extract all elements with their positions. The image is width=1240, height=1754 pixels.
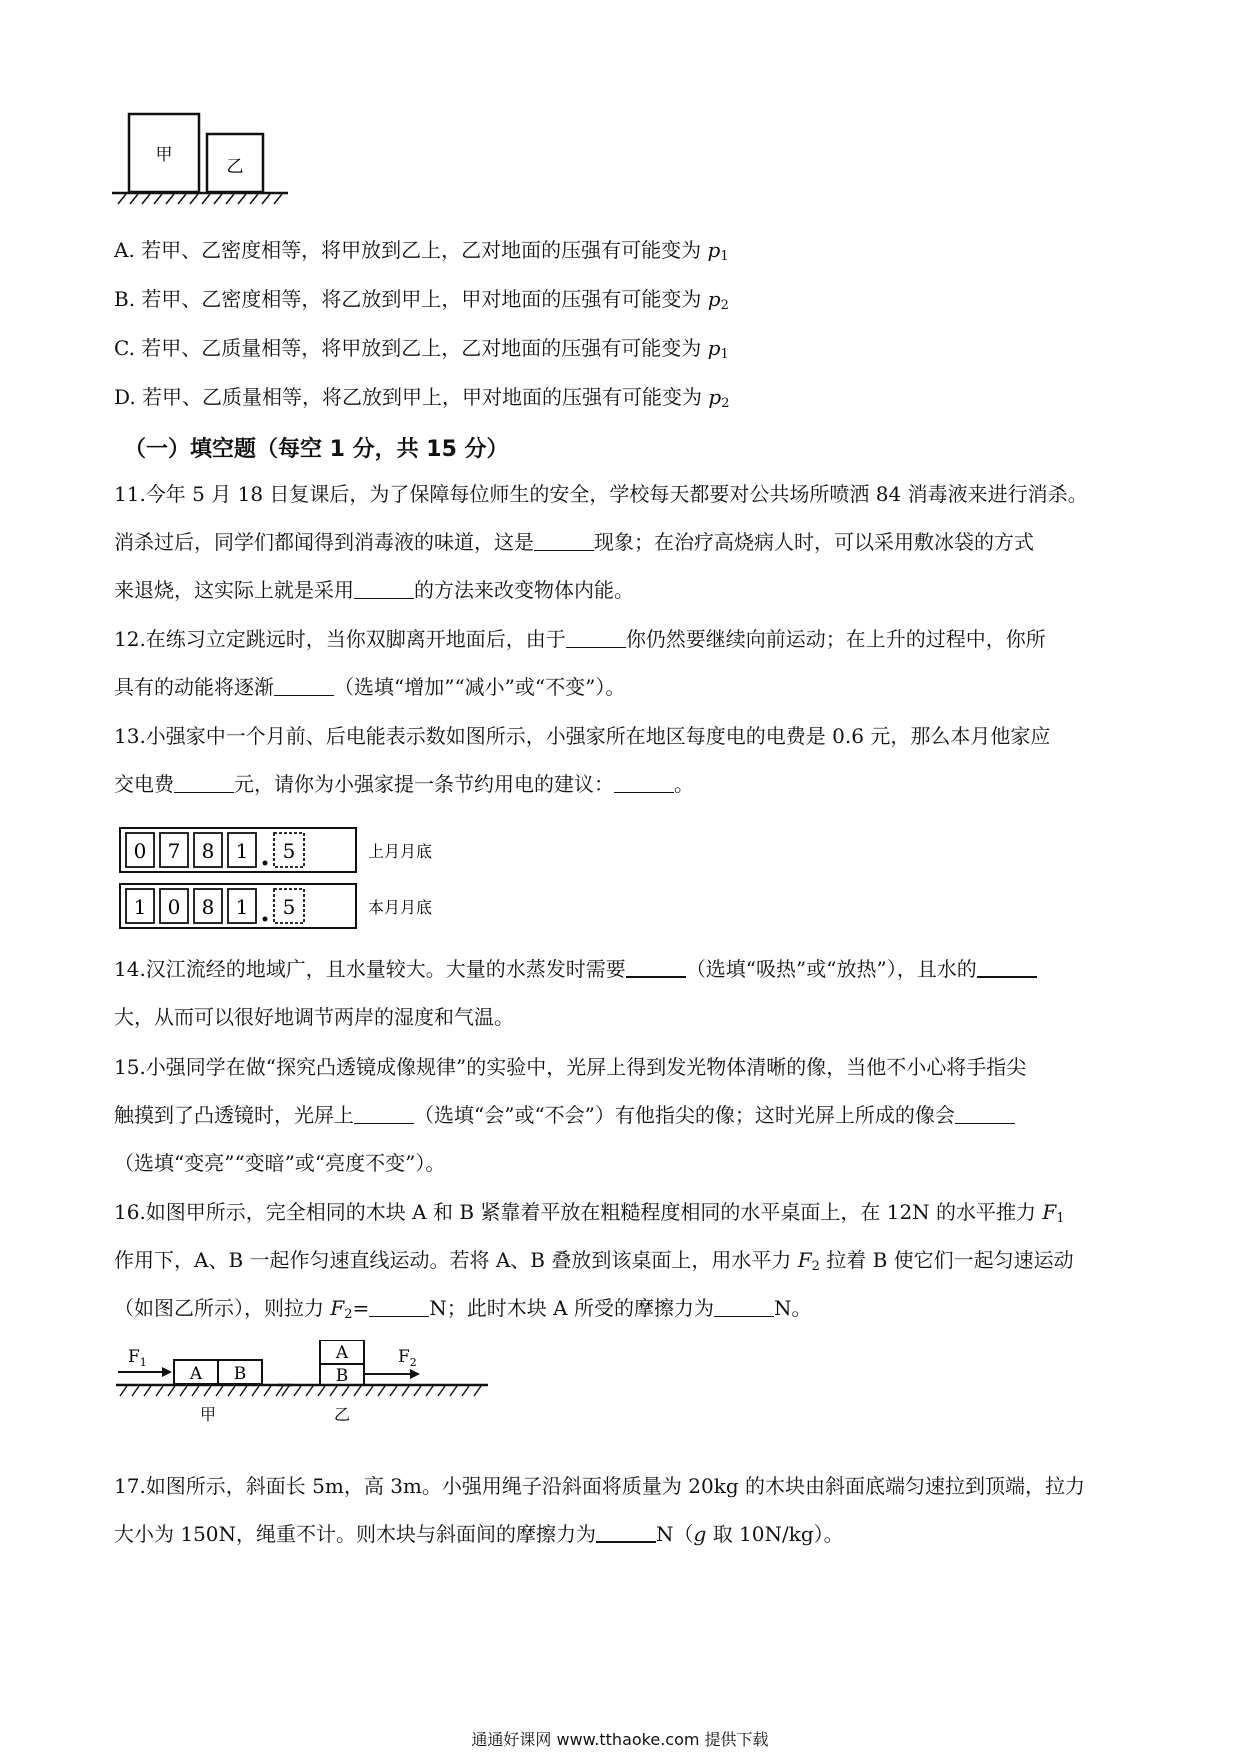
blank[interactable] (354, 578, 414, 599)
blank[interactable] (174, 772, 234, 793)
meter-label: 本月月底 (368, 898, 433, 917)
blank[interactable] (354, 1103, 414, 1124)
blank[interactable] (566, 627, 626, 648)
svg-text:B: B (233, 1364, 247, 1384)
section-title: （一）填空题（每空 1 分，共 15 分） (124, 437, 509, 462)
footer: 通通好课网 www.tthaoke.com 提供下载 (471, 1730, 769, 1749)
figure-jia (116, 1347, 292, 1424)
question-12: 12.在练习立定跳远时，当你双脚离开地面后，由于 你仍然要继续向前运动；在上升的过程中，你所 具有的动能将逐渐 （选填“增加”“减小”或“不变”）。 (114, 627, 1046, 699)
question-14: 14.汉江流经的地域广，且水量较大。大量的水蒸发时需要 （选填“吸热”或“放热”），且水的 大，从而可以很好地调节两岸的湿度和气温。 (114, 945, 1134, 1041)
meter-row-last-month (120, 828, 432, 872)
block-figure (112, 106, 292, 206)
meter-digit: 1 (235, 839, 249, 863)
meter-digit: 0 (133, 839, 147, 863)
blank[interactable] (534, 530, 594, 551)
force-f2-label: $F_2$ (398, 1347, 417, 1369)
blank[interactable] (955, 1103, 1015, 1124)
meter-digit: 8 (201, 839, 215, 863)
blank[interactable] (626, 956, 686, 978)
figure-yi (278, 1340, 488, 1424)
blank[interactable] (714, 1296, 774, 1317)
meter-label: 上月月底 (368, 842, 433, 861)
question-17: 17.如图所示，斜面长 5m，高 3m。小强用绳子沿斜面将质量为 20kg 的木块由斜面底端匀速拉到顶端，拉力 大小为 150N，绳重不计。则木块与斜面间的摩擦力为 N（g 取 10N/kg）。 (114, 1474, 1085, 1546)
svg-text:B: B (335, 1366, 349, 1386)
meter-digit: 7 (167, 839, 181, 863)
meter-decimal: 5 (282, 839, 296, 863)
question-16: 16.如图甲所示，完全相同的木块 A 和 B 紧靠着平放在粗糙程度相同的水平桌面上，在 12N 的水平推力 $F_1$ 作用下，A、B 一起作匀速直线运动。若将 A、B 叠放到该桌面上，用水平力 $F_2$ 拉着 B 使它们一起匀速运动 （如图乙所示），则拉力 $F_2= N$；此时木块 A 所受的摩擦力为 N。 (114, 1200, 1074, 1322)
meter-digit: 1 (235, 895, 249, 919)
option-d: D. 若甲、乙质量相等，将乙放到甲上，甲对地面的压强有可能变为 $p_2$ (114, 385, 730, 411)
force-f1-label: $F_1$ (128, 1347, 147, 1369)
option-c: C. 若甲、乙质量相等，将甲放到乙上，乙对地面的压强有可能变为 $p_1$ (114, 336, 729, 362)
blank[interactable] (596, 1521, 656, 1543)
svg-text:A: A (335, 1343, 349, 1363)
meter-row-this-month (120, 884, 432, 928)
svg-text:A: A (189, 1364, 203, 1384)
meter-figure (118, 824, 458, 936)
meter-decimal: 5 (282, 895, 296, 919)
question-13: 13.小强家中一个月前、后电能表示数如图所示，小强家所在地区每度电的电费是 0.6 元，那么本月他家应 交电费 元，请你为小强家提一条节约用电的建议： 。 (114, 724, 1051, 796)
meter-digit: 1 (133, 895, 147, 919)
block-yi-label: 乙 (226, 157, 244, 177)
option-a: A. 若甲、乙密度相等，将甲放到乙上，乙对地面的压强有可能变为 $p_1$ (114, 238, 729, 264)
caption-yi: 乙 (333, 1405, 351, 1424)
block-jia-label: 甲 (155, 145, 173, 165)
meter-digit: 0 (167, 895, 181, 919)
meter-digit: 8 (201, 895, 215, 919)
blank[interactable] (614, 772, 674, 793)
question-11: 11.今年 5 月 18 日复课后，为了保障每位师生的安全，学校每天都要对公共场所喷洒 84 消毒液来进行消杀。 消杀过后，同学们都闻得到消毒液的味道，这是 现象；在治疗高烧病人时，可以采用敷冰袋的方式 来退烧，这实际上就是采用 的方法来改变物体内能。 (114, 482, 1088, 602)
blank[interactable] (274, 675, 334, 696)
blank[interactable] (977, 956, 1037, 978)
caption-jia: 甲 (199, 1405, 217, 1424)
option-b: B. 若甲、乙密度相等，将乙放到甲上，甲对地面的压强有可能变为 $p_2$ (114, 287, 729, 313)
ground-hatch (118, 194, 282, 204)
force-figure (112, 1340, 492, 1434)
blank[interactable] (369, 1296, 429, 1317)
question-15: 15.小强同学在做“探究凸透镜成像规律”的实验中，光屏上得到发光物体清晰的像，当他不小心将手指尖 触摸到了凸透镜时，光屏上 （选填“会”或“不会”）有他指尖的像；这时光屏上所成的像会 （选填“变亮”“变暗”或“亮度不变”）。 (114, 1055, 1027, 1175)
